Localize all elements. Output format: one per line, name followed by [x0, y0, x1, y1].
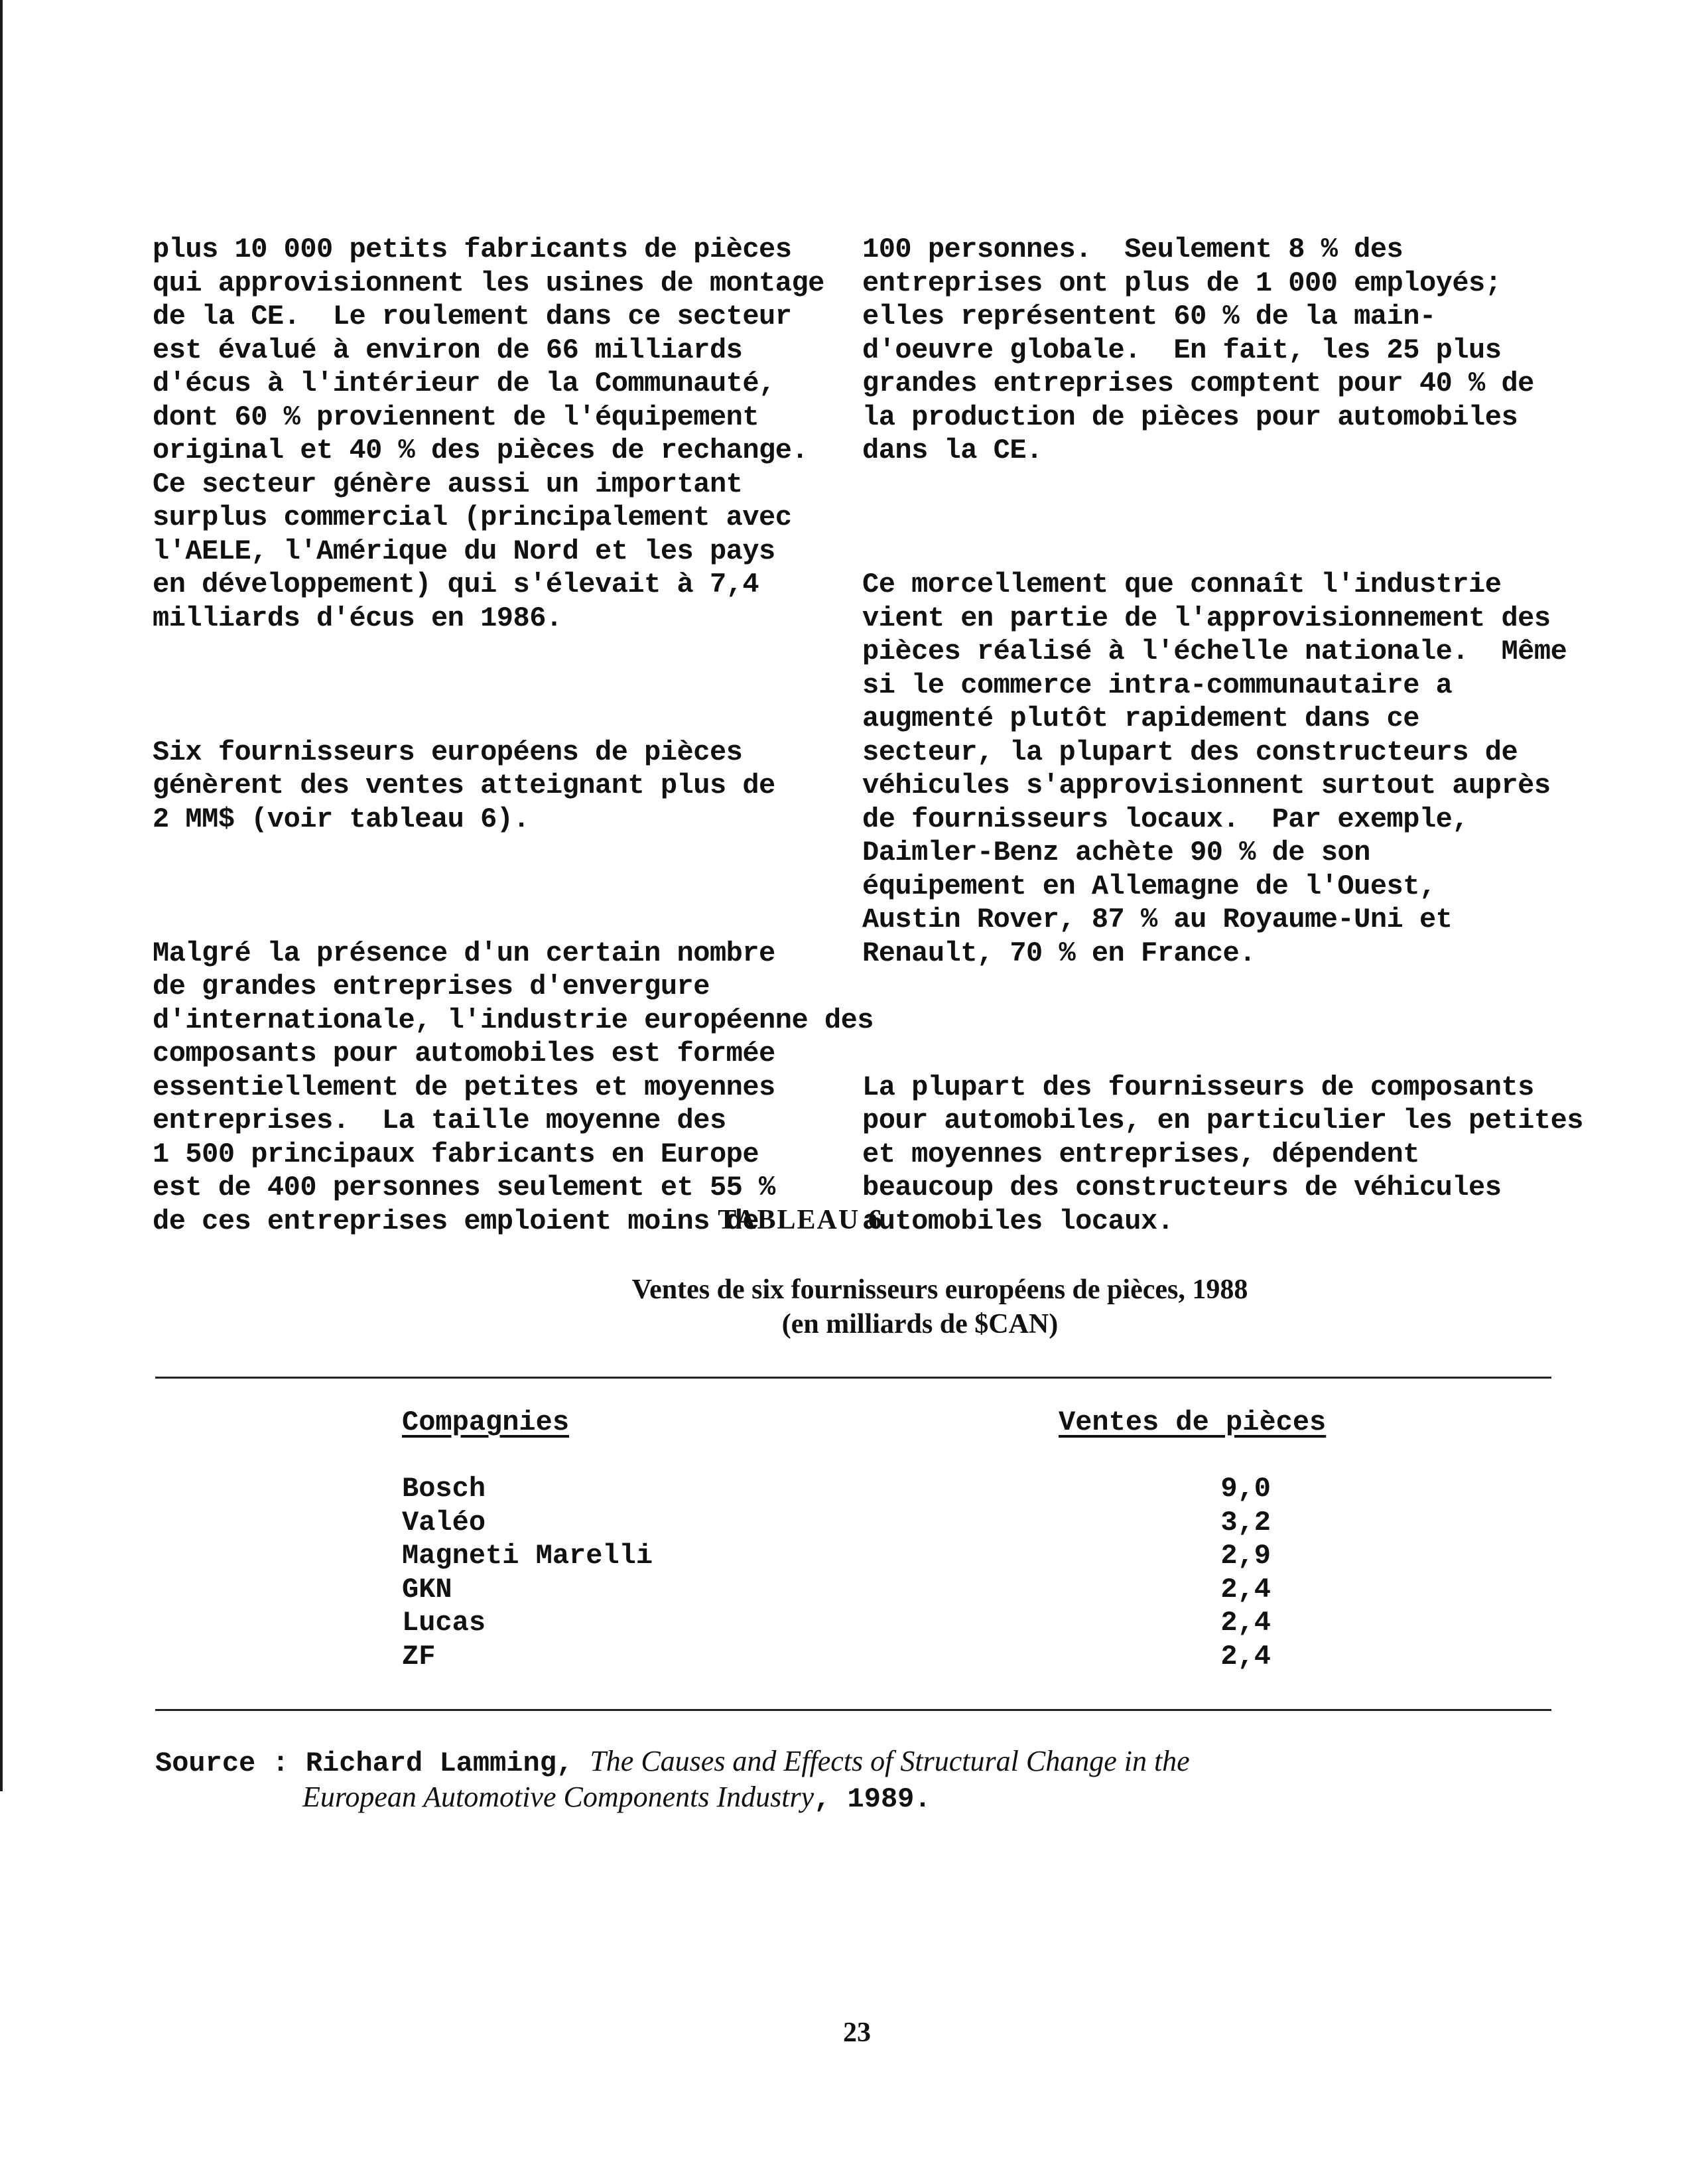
- sales-cell: 2,4: [1220, 1607, 1271, 1639]
- paragraph: Six fournisseurs européens de pièces génèrent des ventes atteignant plus de 2 MM$ (voir tableau 6).: [153, 736, 775, 835]
- source-suffix: , 1989.: [814, 1783, 931, 1815]
- company-cell: Bosch: [402, 1473, 486, 1505]
- source-prefix: Source : Richard Lamming,: [155, 1747, 590, 1779]
- table-row: [402, 1507, 1344, 1540]
- sales-cell: 2,9: [1220, 1540, 1271, 1572]
- table-bottom-rule: [155, 1709, 1551, 1711]
- paragraph: Ce morcellement que connaît l'industrie vient en partie de l'approvisionnement des pièces réalisé à l'échelle nationale. Même si le commerce intra-communautaire a augmenté plutôt rapidement dans ce secteur, la plupart des constructeurs de véhicules s'approvisionnent surtout auprès de fournisseurs locaux. Par exemple, Daimler-Benz achète 90 % de son équipement en Allemagne de l'Ouest, Austin Rover, 87 % au Royaume-Uni et Renault, 70 % en France.: [862, 569, 1567, 969]
- paragraph: Malgré la présence d'un certain nombre de grandes entreprises d'envergure d'internationale, l'industrie européenne des composants pour automobiles est formée essentiellement de petites et moyennes entreprises. La taille moyenne des 1 500 principaux fabricants en Europe est de 400 personnes seulement et 55 % de ces entreprises emploient moins de: [153, 937, 874, 1237]
- table-row: [402, 1473, 1344, 1507]
- sales-cell: 2,4: [1220, 1640, 1271, 1672]
- left-text-column: [153, 166, 874, 1305]
- column-header-sales: Ventes de pièces: [1059, 1406, 1327, 1438]
- sales-cell: 3,2: [1220, 1506, 1271, 1538]
- company-cell: GKN: [402, 1573, 452, 1605]
- company-cell: Valéo: [402, 1506, 486, 1538]
- source-line-2: [155, 1781, 1190, 1816]
- table-header-row: [402, 1406, 1344, 1473]
- source-title-part1: The Causes and Effects of Structural Change in the: [590, 1745, 1190, 1777]
- table-label: TABLEAU 6: [718, 1205, 883, 1235]
- paragraph: La plupart des fournisseurs de composants pour automobiles, en particulier les petites et moyennes entreprises, dépendent beaucoup des constructeurs de véhicules automobiles locaux.: [862, 1071, 1583, 1237]
- table-title-line: Ventes de six fournisseurs européens de pièces, 1988: [631, 1274, 1248, 1305]
- page-edge: [0, 0, 3, 1791]
- source-citation: [155, 1745, 1190, 1816]
- paragraph: 100 personnes. Seulement 8 % des entreprises ont plus de 1 000 employés; elles représentent 60 % de la main- d'oeuvre globale. En fait, les 25 plus grandes entreprises comptent pour 40 % de la production de pièces pour automobiles dans la CE.: [862, 234, 1534, 466]
- company-cell: Lucas: [402, 1607, 486, 1639]
- table-row: [402, 1641, 1344, 1674]
- right-text-column: [862, 166, 1583, 1305]
- sales-table: [402, 1406, 1344, 1674]
- paragraph: plus 10 000 petits fabricants de pièces qui approvisionnent les usines de montage de la CE. Le roulement dans ce secteur est évalué à environ de 66 milliards d'écus à l'intérieur de la Communauté, dont 60 % proviennent de l'équipement original et 40 % des pièces de rechange. Ce secteur génère aussi un important surplus commercial (principalement avec l'AELE, l'Amérique du Nord et les pays en développement) qui s'élevait à 7,4 milliards d'écus en 1986.: [153, 234, 824, 634]
- table-row: [402, 1540, 1344, 1574]
- company-cell: Magneti Marelli: [402, 1540, 653, 1572]
- sales-cell: 2,4: [1220, 1573, 1271, 1605]
- table-title: [93, 1272, 1694, 1341]
- page-number: 23: [843, 2017, 871, 2048]
- column-header-companies: Compagnies: [402, 1406, 570, 1438]
- table-top-rule: [155, 1377, 1551, 1379]
- table-subtitle-line: (en milliards de $CAN): [781, 1309, 1059, 1339]
- table-row: [402, 1574, 1344, 1607]
- source-title-part2: European Automotive Components Industry: [302, 1780, 814, 1813]
- sales-cell: 9,0: [1220, 1473, 1271, 1505]
- table-row: [402, 1607, 1344, 1641]
- company-cell: ZF: [402, 1640, 436, 1672]
